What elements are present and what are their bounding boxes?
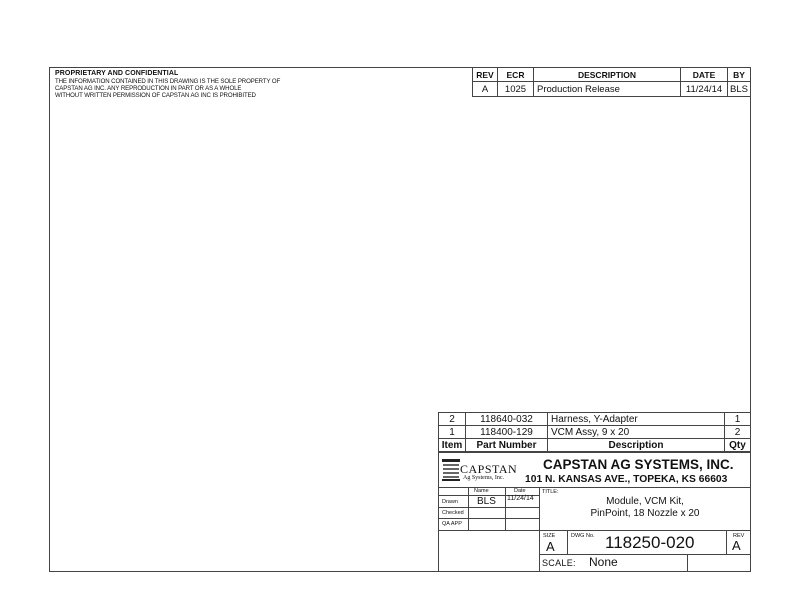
name-label: Name [474,488,489,494]
logo-subtext: Ag Systems, Inc. [463,475,504,481]
notice-line: THE INFORMATION CONTAINED IN THIS DRAWING IS THE SOLE PROPERTY OF [55,78,281,85]
scale-value: None [589,555,618,569]
item-cell: 2 [439,413,466,426]
description-cell: VCM Assy, 9 x 20 [548,426,725,439]
description-cell: Harness, Y-Adapter [548,413,725,426]
confidential-heading: PROPRIETARY AND CONFIDENTIAL [55,70,179,77]
notice-line: WITHOUT WRITTEN PERMISSION OF CAPSTAN AG INC IS PROHIBITED [55,91,256,99]
date-label: Date [514,488,526,494]
scale-label: SCALE: [542,558,576,568]
divider [687,554,688,571]
rev-value: A [732,538,741,553]
bom-header-row [439,439,751,452]
bom-row [439,413,751,426]
divider [439,507,539,508]
divider [539,554,750,555]
rev-header: REV [473,68,498,82]
title-label: TITLE: [542,489,559,495]
divider [468,487,469,530]
divider [439,530,539,531]
dwg-label: DWG No. [571,533,595,539]
confidential-notice [55,79,355,99]
item-header: Item [439,439,466,452]
revision-table [472,67,751,97]
divider [505,487,506,530]
dwg-number: 118250-020 [605,533,695,552]
by-cell: BLS [728,82,751,97]
part-cell: 118640-032 [466,413,548,426]
title-line: PinPoint, 18 Nozzle x 20 [590,508,700,519]
rev-cell: A [473,82,498,97]
revision-header-row [473,68,751,82]
part-cell: 118400-129 [466,426,548,439]
drawn-name: BLS [477,496,496,507]
divider [439,518,539,519]
qa-label: QA APP [442,521,462,527]
size-value: A [546,539,555,554]
description-cell: Production Release [534,82,681,97]
rev-label: REV [733,533,745,539]
divider [539,530,750,531]
part-header: Part Number [466,439,548,452]
drawn-date: 11/24/14 [507,495,534,502]
date-header: DATE [681,68,728,82]
qty-header: Qty [725,439,751,452]
drawing-title [540,496,750,520]
title-block [438,452,751,572]
title-line: Module, VCM Kit, [606,496,684,507]
revision-row [473,82,751,97]
description-header: Description [548,439,725,452]
divider [567,530,568,554]
logo-text: CAPSTAN [460,462,518,476]
notice-line: CAPSTAN AG INC. ANY REPRODUCTION IN PART OR AS A WHOLE [55,84,242,92]
drawn-label: Drawn [442,499,458,505]
size-label: SIZE [543,533,556,539]
description-header: DESCRIPTION [534,68,681,82]
company-address: 101 N. KANSAS AVE., TOPEKA, KS 66603 [525,474,728,485]
capstan-logo-icon [442,459,460,481]
qty-cell: 2 [725,426,751,439]
company-name: CAPSTAN AG SYSTEMS, INC. [543,457,734,472]
divider [726,530,727,554]
item-cell: 1 [439,426,466,439]
ecr-header: ECR [498,68,534,82]
ecr-cell: 1025 [498,82,534,97]
date-cell: 11/24/14 [681,82,728,97]
by-header: BY [728,68,751,82]
checked-label: Checked [442,510,464,516]
bom-table [438,412,751,452]
qty-cell: 1 [725,413,751,426]
bom-row [439,426,751,439]
